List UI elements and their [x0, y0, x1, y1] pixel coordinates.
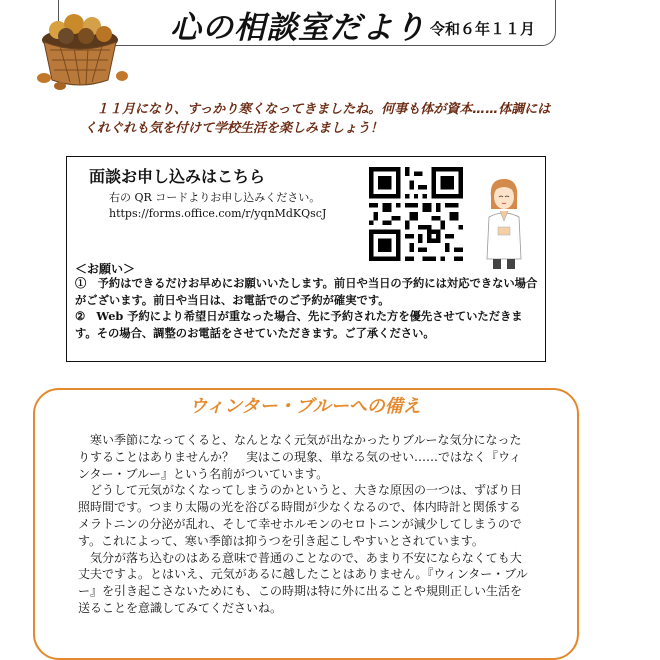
article-paragraph: 気分が落ち込むのはある意味で普通のことなので、あまり不安にならなくても大丈夫ですよ。とはいえ、元気があるに越したことはありません。『ウィンター・ブルー』を引き起こさないためにも、この時期は特に外に出ることや規則正しい生活を送ることを意識してみてくださいね。 — [78, 550, 528, 615]
qr-code-icon[interactable] — [369, 167, 463, 261]
intro-text: １１月になり、すっかり寒くなってきましたね。何事も体が資本……体調にはくれぐれも気を付けて学校生活を楽しみましょう！ — [84, 102, 551, 136]
page-title: 心の相談室だより — [170, 10, 426, 46]
appointment-instruction: 右の QR コードよりお申し込みください。 — [109, 191, 321, 204]
appointment-url[interactable]: https://forms.office.com/r/yqnMdKQscJ — [109, 207, 327, 220]
article-body — [78, 432, 530, 617]
counselor-illustration-icon — [479, 175, 529, 271]
appointment-title: 面談お申し込みはこちら — [89, 167, 266, 186]
acorn-basket-icon — [30, 0, 130, 92]
note-item: ① 予約はできるだけお早めにお願いいたします。前日や当日の予約には対応できない場合がございます。前日や当日は、お電話でのご予約が確実です。 — [75, 276, 538, 307]
article-paragraph: どうして元気がなくなってしまうのかというと、大きな原因の一つは、ずばり日照時間です。つまり太陽の光を浴びる時間が少なくなるので、体内時計と関係するメラトニンの分泌が乱れ、そして幸せホルモンのセロトニンが減少してしまうのです。これによって、寒い季節は抑うつを引き起こしやすいとされています。 — [78, 483, 523, 548]
appointment-box — [66, 156, 546, 362]
notes-heading: ＜お願い＞ — [75, 262, 136, 276]
notes-list — [75, 275, 539, 341]
article-title: ウィンター・ブルーへの備え — [189, 396, 421, 417]
article-paragraph: 寒い季節になってくると、なんとなく元気が出なかったりブルーな気分になったりすることはありませんか？ 実はこの現象、単なる気のせい……ではなく『ウィンター・ブルー』という名前がついています。 — [78, 433, 522, 481]
note-item: ② Web 予約により希望日が重なった場合、先に予約された方を優先させていただきます。その場合、調整のお電話をさせていただきます。ご了承ください。 — [75, 309, 523, 340]
issue-date: 令和６年１１月 — [430, 20, 536, 38]
